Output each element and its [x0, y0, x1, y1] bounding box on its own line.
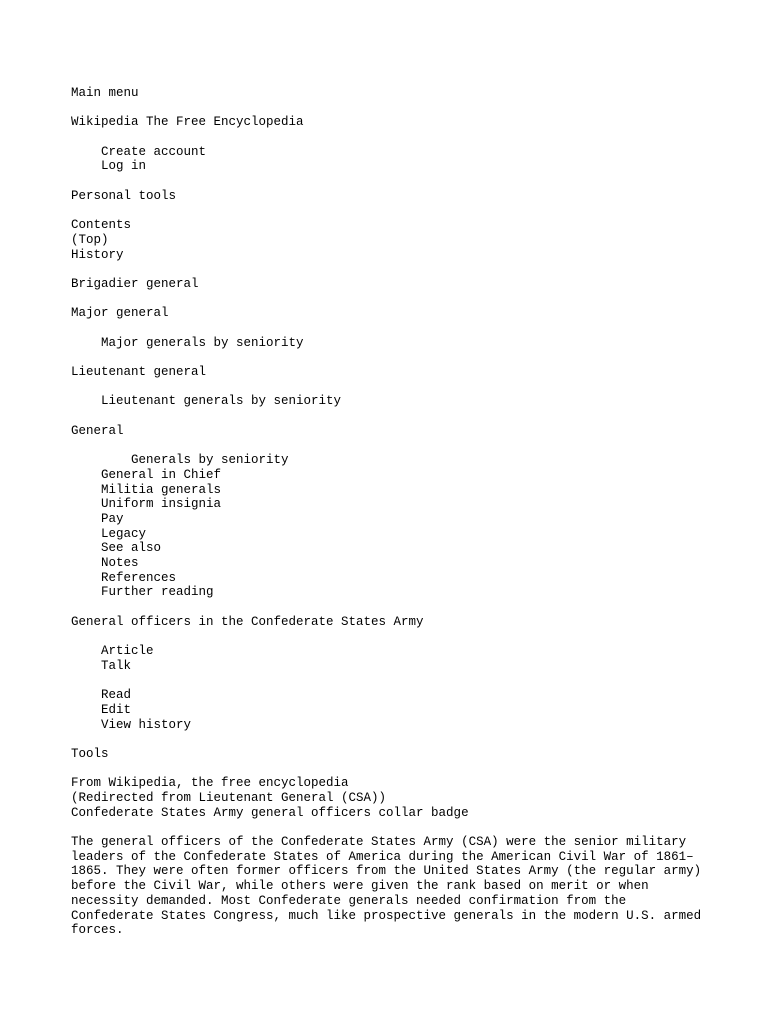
tab-edit[interactable]: Edit — [101, 702, 132, 717]
redirect-note: (Redirected from Lieutenant General (CSA)) — [71, 791, 387, 805]
log-in-link[interactable]: Log in — [101, 159, 147, 174]
toc-item-lieutenant-general[interactable]: Lieutenant general — [71, 365, 207, 380]
toc-item-uniform-insignia[interactable]: Uniform insignia — [101, 497, 222, 512]
main-menu-button[interactable]: Main menu — [71, 86, 139, 100]
toc-item-brigadier-general[interactable]: Brigadier general — [71, 276, 199, 291]
page-title: General officers in the Confederate States Army — [71, 614, 424, 629]
toc-item-general[interactable]: General — [71, 423, 124, 438]
image-caption: Confederate States Army general officers collar badge — [71, 805, 469, 820]
page-content — [71, 86, 711, 938]
spacer — [71, 600, 711, 615]
toc-item-legacy[interactable]: Legacy — [101, 526, 147, 541]
toc-item-further-reading[interactable]: Further reading — [101, 585, 214, 600]
toc-heading: Contents — [71, 218, 132, 233]
site-logo-link[interactable]: Wikipedia The Free Encyclopedia — [71, 115, 304, 130]
toc-item-notes[interactable]: Notes — [101, 556, 139, 570]
spacer — [71, 101, 711, 116]
spacer — [71, 130, 711, 145]
tab-talk[interactable]: Talk — [101, 658, 132, 673]
spacer — [71, 409, 711, 424]
toc-item-generals-by-seniority[interactable]: Generals by seniority — [131, 453, 289, 468]
spacer — [71, 629, 711, 644]
personal-tools-button[interactable]: Personal tools — [71, 188, 177, 203]
toc-item-major-generals-by-seniority[interactable]: Major generals by seniority — [101, 335, 304, 350]
tab-read[interactable]: Read — [101, 688, 132, 703]
tab-article[interactable]: Article — [101, 644, 154, 659]
toc-item-see-also[interactable]: See also — [101, 541, 162, 556]
spacer — [71, 292, 711, 307]
spacer — [71, 820, 711, 835]
site-tagline: From Wikipedia, the free encyclopedia — [71, 776, 349, 791]
toc-item-lieutenant-generals-by-seniority[interactable]: Lieutenant generals by seniority — [101, 394, 342, 409]
spacer — [71, 174, 711, 189]
create-account-link[interactable]: Create account — [101, 144, 207, 159]
toc-item-pay[interactable]: Pay — [101, 511, 124, 526]
spacer — [71, 732, 711, 747]
tab-view-history[interactable]: View history — [101, 717, 192, 732]
spacer — [71, 439, 711, 454]
spacer — [71, 674, 711, 689]
toc-item-major-general[interactable]: Major general — [71, 306, 169, 321]
toc-item-militia-generals[interactable]: Militia generals — [101, 482, 222, 497]
intro-paragraph: The general officers of the Confederate States Army (CSA) were the senior military leaders of the Confederate States of America during the American Civil War of 1861–1865. They were often former officers from the United States Army (the regular army) before the Civil War, while others were given the rank based on merit or when necessity demanded. Most Confederate generals needed confirmation from the Confederate States Congress, much like prospective generals in the modern U.S. armed forces. — [71, 835, 702, 938]
spacer — [71, 204, 711, 219]
toc-item-top[interactable]: (Top) — [71, 232, 109, 247]
spacer — [71, 380, 711, 395]
toc-item-history[interactable]: History — [71, 247, 124, 262]
spacer — [71, 762, 711, 777]
toc-item-references[interactable]: References — [101, 570, 177, 585]
spacer — [71, 321, 711, 336]
spacer — [71, 350, 711, 365]
spacer — [71, 262, 711, 277]
tools-button[interactable]: Tools — [71, 746, 109, 761]
toc-item-general-in-chief[interactable]: General in Chief — [101, 467, 222, 482]
